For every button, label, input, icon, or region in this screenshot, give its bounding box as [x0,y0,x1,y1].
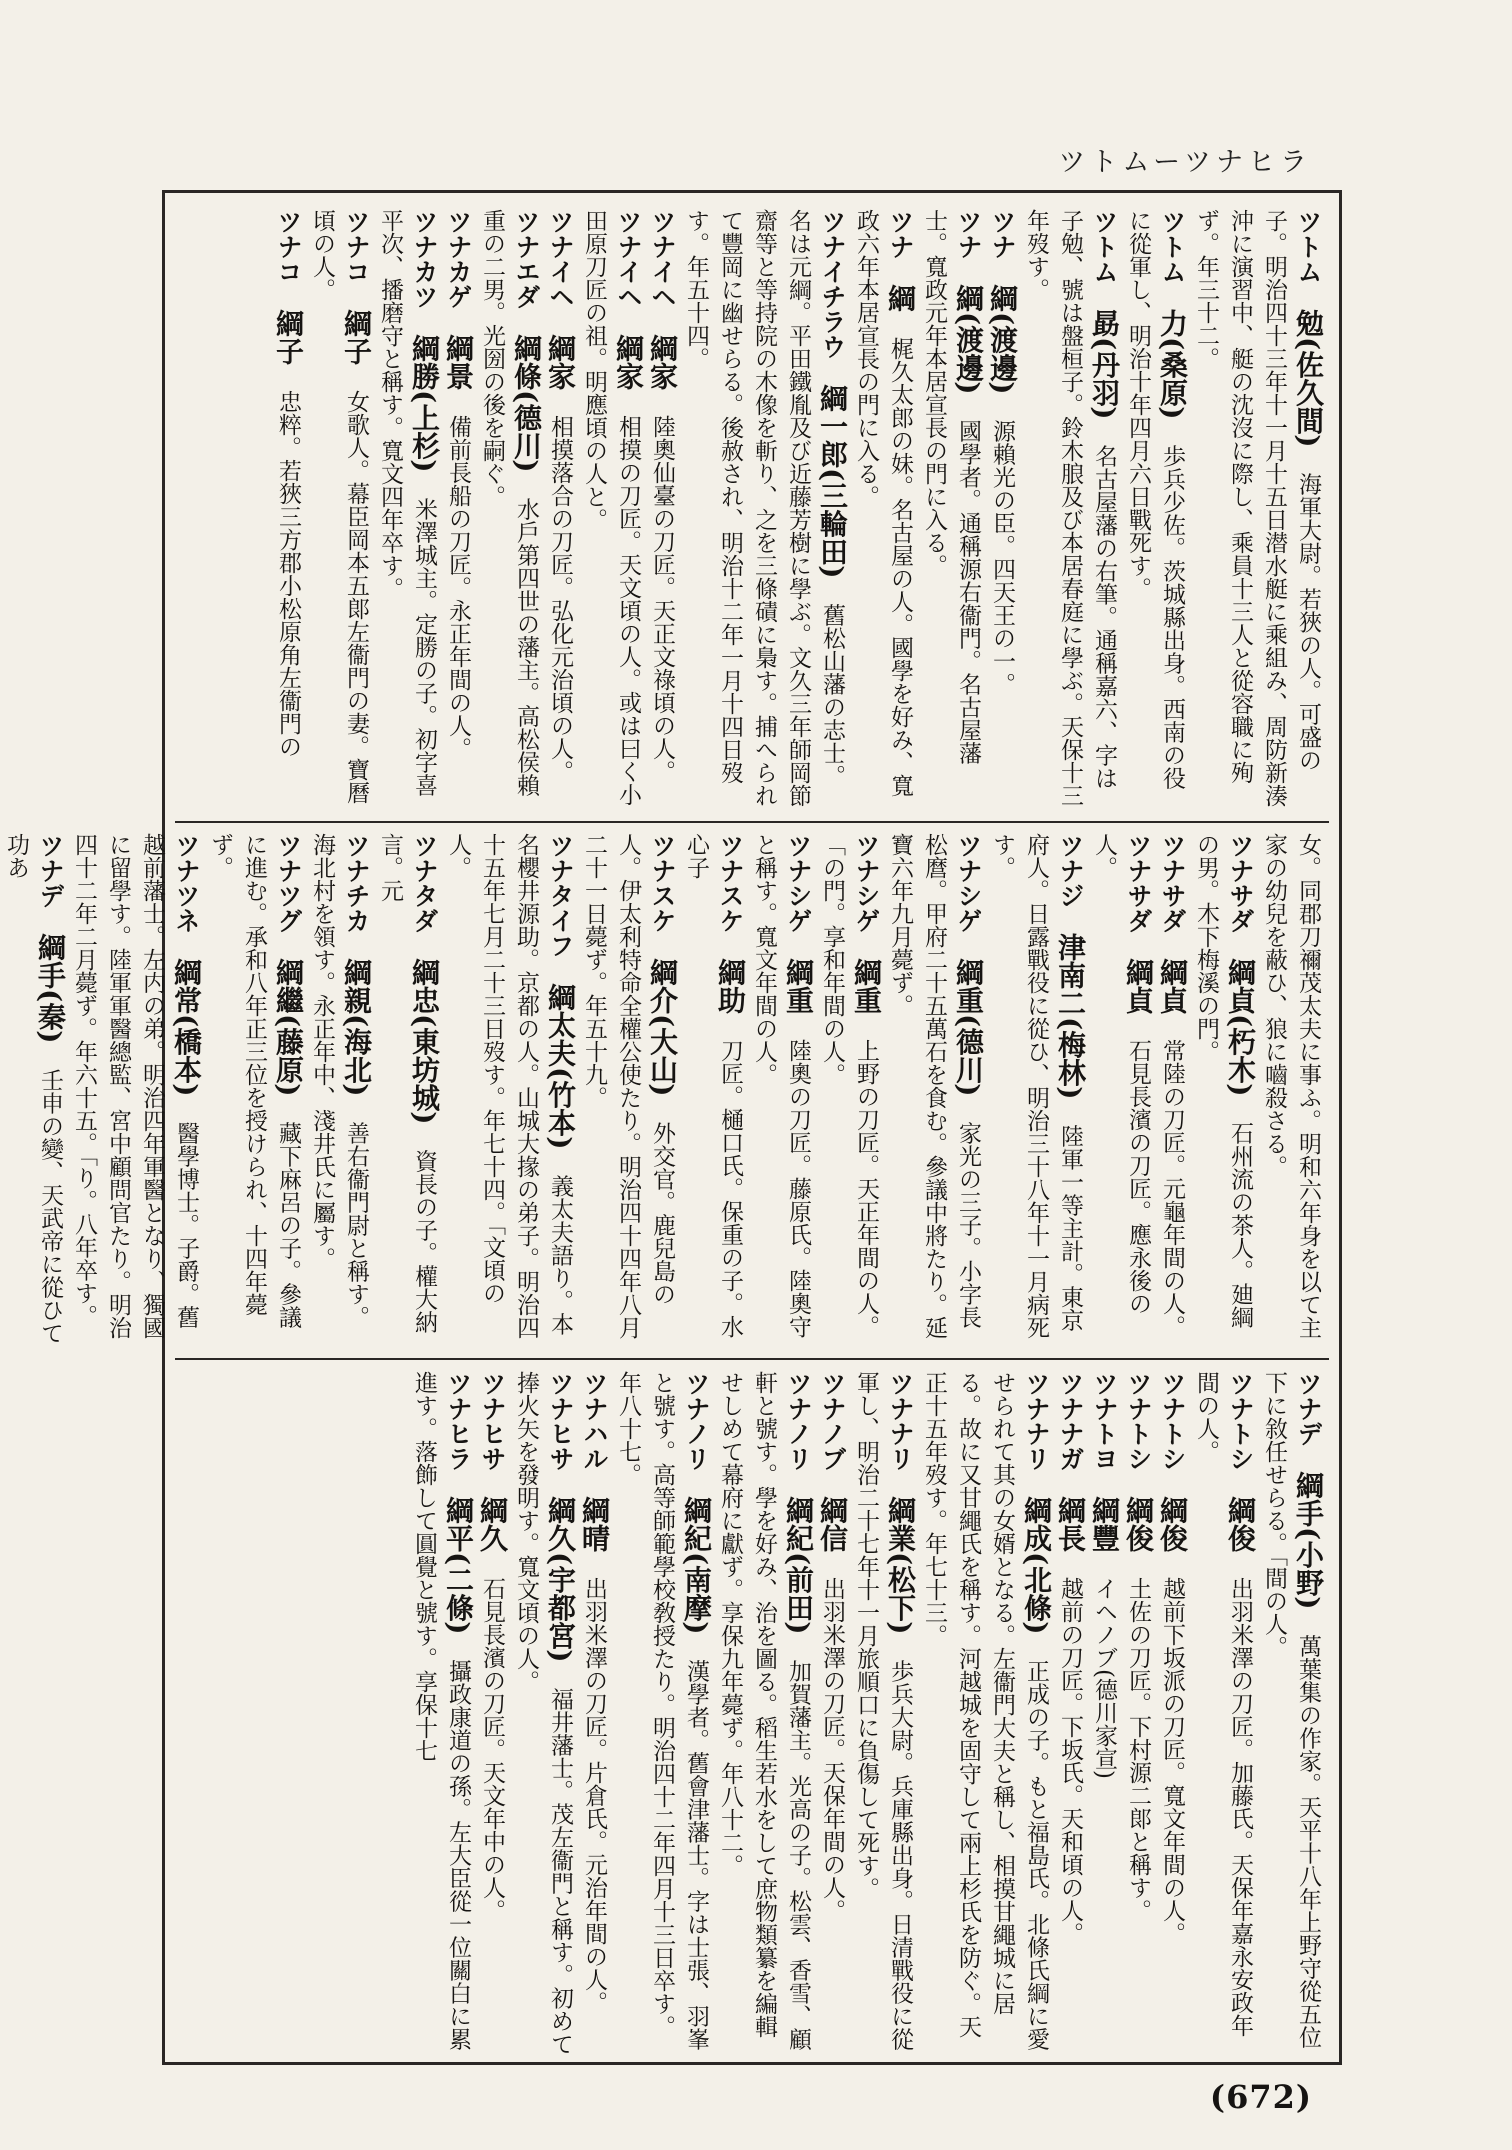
entry-reading: ツナカツ [410,209,439,309]
entry-name: 綱太夫(竹本) [544,983,577,1150]
entry-reading: ツナサダ [1158,833,1187,933]
entry-description: 善右衞門尉と稱す。海北村を領す。永正年中、淺井氏に屬す。 [309,833,369,1329]
dictionary-entry [475,1371,509,2056]
dictionary-entry [815,833,883,1345]
entry-name: 綱業(松下) [884,1496,917,1635]
entry-name: 綱貞 [1156,958,1189,1014]
entry-description: 相摸落合の刀匠。弘化元治頃の人。 [547,415,573,783]
entry-reading: ツナスケ [648,833,677,933]
dictionary-entry [1189,209,1325,809]
entry-description: 越前の刀匠。下坂氏。天和頃の人。 [1057,1577,1083,1945]
entry-description: 忠粹。若狹三方郡小松原角左衞門の [275,390,301,758]
entry-reading: ツナイヘ [648,209,677,309]
entry-reading: ツナツネ [172,833,201,933]
dictionary-entry [1257,833,1325,1345]
entry-name: 綱親(海北) [340,958,373,1097]
dictionary-entry [815,1371,849,2056]
entry-reading: ツナ [886,209,915,259]
entry-description: 萬葉集の作家。天平十八年上野守從五位下に敘任せらる。「間の人。 [1261,1371,1321,2049]
dictionary-entry [441,209,475,809]
dictionary-entry [1189,833,1257,1345]
entry-reading: ツナシゲ [784,833,813,933]
entry-name: 綱俊 [1122,1496,1155,1552]
section-divider [175,1358,1329,1360]
entry-reading: ツナカゲ [444,209,473,309]
entry-reading: ツナヒサ [546,1371,575,1471]
entry-name: 綱家 [612,334,645,390]
entry-name: 勗(丹羽) [1088,309,1121,420]
entry-name: 綱晴 [578,1496,611,1552]
entry-reading: ツナ [954,209,983,259]
entry-reading: ツナトシ [1226,1371,1255,1471]
entry-name: 綱條(德川) [510,334,543,473]
entry-reading: ツナデ [36,833,65,908]
entry-name: 綱信 [816,1496,849,1552]
entry-reading: ツナコ [342,209,371,284]
entry-reading: ツナハル [580,1371,609,1471]
entry-description: 越前下坂派の刀匠。寬文年間の人。 [1159,1577,1185,1945]
entry-name: 綱俊 [1224,1496,1257,1552]
entry-description: 陸奧仙臺の刀匠。天正文祿頃の人。 [649,415,675,783]
entry-reading: ツナスケ [716,833,745,933]
dictionary-entry [1087,1371,1121,2056]
entry-description: 刀匠。樋口氏。保重の子。水心子 [683,833,743,1338]
entry-description: 水戶第四世の藩主。高松侯賴重の二男。光圀の後を嗣ぐ。 [479,209,539,797]
entry-name: 綱子 [272,309,305,365]
entry-description: 出羽米澤の刀匠。加藤氏。天保年嘉永安政年間の人。 [1193,1371,1253,2037]
dictionary-entry [475,209,543,809]
entry-description: 壬申の變、天武帝に從ひて功あ [3,833,63,1345]
dictionary-entry [305,209,373,809]
entry-description: 義太夫語り。本名櫻井源助。京都の人。山城大掾の弟子。明治四十五年七月二十三日歿す。年七十四。「文頃の人。 [445,833,573,1339]
entry-reading: ツナノリ [682,1371,711,1471]
dictionary-entry [645,209,679,809]
entry-description: 石見長濱の刀匠。天文年中の人。 [479,1577,505,1922]
entry-description: 正成の子。もと福島氏。北條氏綱に愛せられて其の女婿となる。左衞門大夫と稱し、相摸甘繩城に居る。故に又甘繩氏を稱す。河越城を固守して兩上杉氏を防ぐ。天正十五年歿す。年七十三。 [921,1371,1049,2051]
entry-description: 女。同郡刀禰茂太夫に事ふ。明和六年身を以て主家の幼兒を蔽ひ、狼に嚙殺さる。 [1261,833,1321,1339]
entry-description: 海軍大尉。若狹の人。可盛の子。明治四十三年十一月十五日潜水艇に乘組み、周防新湊沖に演習中、艇の沈沒に際し、乘員十三人と從容職に殉ず。年三十二。 [1193,209,1321,807]
entry-reading: ツナナガ [1056,1371,1085,1471]
dictionary-entry [373,833,441,1345]
dictionary-entry [1257,1371,1325,2056]
entry-description: 常陸の刀匠。元龜年間の人。 [1159,1039,1185,1338]
entry-name: 津南二(梅林) [1054,933,1087,1100]
entry-name: 綱(渡邊) [986,284,1019,395]
dictionary-entry [1155,833,1189,1345]
entry-name: 綱手(小野) [1292,1471,1325,1610]
entry-name: 綱家 [646,334,679,390]
entry-reading: ツナタダ [410,833,439,933]
entry-description: 名古屋藩の右筆。通稱嘉六、字は子勉、號は盤桓子。鈴木朖及び本居春庭に學ぶ。天保十三年歿す。 [1023,209,1117,807]
entry-name: 綱家 [544,334,577,390]
entry-description: 資長の子。權大納言。元 [377,833,437,1334]
middle-section [3,833,1325,1345]
entry-reading: ツナトヨ [1090,1371,1119,1471]
entry-name: 綱忠(東坊城) [408,958,441,1125]
dictionary-entry [305,833,373,1345]
entry-description: 攝政康道の孫。左大臣從一位關白に累進す。落飾して圓覺と號す。享保十七 [411,1371,471,2051]
entry-name: 綱紀(南摩) [680,1496,713,1635]
entry-reading: ツナナリ [1022,1371,1051,1471]
dictionary-entry [849,1371,917,2056]
entry-description: 石州流の茶人。廸綱の男。木下梅溪の門。 [1193,833,1253,1329]
section-divider [175,821,1329,823]
entry-name: 綱俊 [1156,1496,1189,1552]
entry-reading: ツナイヘ [614,209,643,309]
entry-reading: ツトム [1090,209,1119,284]
dictionary-entry [713,1371,815,2056]
entry-reading: ツナトシ [1158,1371,1187,1471]
entry-reading: ツナ [988,209,1017,259]
entry-name: 綱重(德川) [952,958,985,1097]
dictionary-entry [917,1371,1053,2056]
dictionary-entry [203,833,305,1345]
entry-reading: ツナサダ [1226,833,1255,933]
entry-description: 出羽米澤の刀匠。天保年間の人。 [819,1577,845,1922]
entry-name: 綱手(秦) [34,933,67,1044]
entry-description: 土佐の刀匠。下村源二郞と稱す。 [1125,1577,1151,1922]
entry-name: 綱貞 [1122,958,1155,1014]
entry-reading: ツナヒラ [444,1371,473,1471]
dictionary-entry [985,209,1019,809]
page-number: (672) [1209,2078,1312,2116]
entry-description: 外交官。鹿兒島の人。伊太利特命全權公使たり。明治四十四年八月二十一日薨ず。年五十九。 [581,833,675,1339]
lower-section [179,1371,1325,2056]
entry-name: 力(桑原) [1156,309,1189,420]
entry-description: 國學者。通稱源右衞門。名古屋藩士。寬政元年本居宣長の門に入る。 [921,209,981,765]
entry-name: 綱成(北條) [1020,1496,1053,1635]
entry-name: 綱長 [1054,1496,1087,1552]
entry-reading: ツトム [1158,209,1187,284]
entry-name: 綱平(二條) [442,1496,475,1635]
entry-description: 歩兵大尉。兵庫縣出身。日清戰役に從軍し、明治二十七年十一月旅順口に負傷して死す。 [853,1371,913,2051]
entry-name: 綱重 [782,958,815,1014]
entry-description: 石見長濱の刀匠。應永後の人。 [1091,833,1151,1315]
entry-name: 綱常(橋本) [170,958,203,1097]
entry-name: 綱助 [714,958,747,1014]
entry-name: 綱久(宇都宮) [544,1496,577,1663]
dictionary-entry [883,833,985,1345]
entry-reading: ツトム [1294,209,1323,284]
dictionary-entry [679,209,849,809]
entry-description: 米澤城主。定勝の子。初字喜平次、播磨守と稱す。寬文四年卒す。 [377,209,437,797]
entry-description: 女歌人。幕臣岡本五郞左衞門の妻。寶曆頃の人。 [309,209,369,804]
entry-name: 勉(佐久間) [1292,309,1325,448]
dictionary-entry [373,209,441,809]
dictionary-entry [509,1371,577,2056]
entry-description: 漢學者。舊會津藩士。字は士張、羽峯と號す。高等師範學校敎授たり。明治四十二年四月十三日卒す。年八十七。 [615,1371,709,2051]
entry-description: 福井藩士。茂左衞門と稱す。初めて捧火矢を發明す。寬文頃の人。 [513,1371,573,2056]
dictionary-entry [849,209,917,809]
entry-reading: ツナトシ [1124,1371,1153,1471]
entry-description: 上野の刀匠。天正年間の人。「の門。享和年間の人。 [819,833,879,1338]
entry-reading: ツナナリ [886,1371,915,1471]
dictionary-entry [917,209,985,809]
dictionary-entry [0,833,67,1345]
entry-name: 綱紀(前田) [782,1496,815,1635]
entry-name: 綱貞(朽木) [1224,958,1257,1097]
entry-description: 出羽米澤の刀匠。片倉氏。元治年間の人。 [581,1577,607,2014]
dictionary-entry [1019,209,1121,809]
dictionary-entry [441,833,577,1345]
entry-reading: ツナシゲ [954,833,983,933]
entry-reading: ツナツグ [274,833,303,933]
entry-name: 綱介(大山) [646,958,679,1097]
dictionary-entry [1121,1371,1155,2056]
dictionary-entry [985,833,1087,1345]
entry-reading: ツナチカ [342,833,371,933]
dictionary-entry [271,209,305,809]
page-frame [3,190,1342,2065]
dictionary-entry [1189,1371,1257,2056]
dictionary-entry [577,209,645,809]
entry-name: 綱 [884,284,917,312]
entry-description: 備前長船の刀匠。永正年間の人。 [445,415,471,760]
entry-description: 源賴光の臣。四天王の一。 [989,419,1015,696]
entry-name: 綱景 [442,334,475,390]
entry-description: 梶久太郎の妹。名古屋の人。國學を好み、寬政六年本居宣長の門に入る。 [853,209,913,797]
entry-reading: ツナジ [1056,833,1085,908]
dictionary-entry [1121,209,1189,809]
entry-name: 綱久 [476,1496,509,1552]
entry-reading: ツナノリ [784,1371,813,1471]
entry-name: 綱勝(上杉) [408,334,441,473]
entry-reading: ツナノブ [818,1371,847,1471]
entry-description: 舊松山藩の志士。名は元綱。平田鐵胤及び近藤芳樹に學ぶ。文久三年師岡節齋等と等持院の木像を斬り、之を三條磧に梟す。捕へられて豐岡に幽せらる。後赦され、明治十二年一月十四日歿す。年五十四。 [683,209,845,807]
entry-description: 藏下麻呂の子。參議に進む。承和八年正三位を授けられ、十四年薨ず。 [207,833,301,1329]
entry-reading: ツナタイフ [546,833,575,958]
entry-description: 加賀藩主。光高の子。松雲、香雪、顧軒と號す。學を好み、治を圖る。稻生若水をして庶物類纂を編輯せしめて幕府に獻ず。享保九年薨ず。年八十二。 [717,1371,811,2051]
dictionary-entry [67,833,203,1345]
entry-reading: ツナイヘ [546,209,575,309]
dictionary-entry [543,209,577,809]
dictionary-entry [407,1371,475,2056]
entry-description: 醫學博士。子爵。舊越前藩士。左内の弟。明治四年軍醫となり、獨國に留學す。陸軍軍醫總監、宮中顧問官たり。明治四十二年二月薨ず。年六十五。「り。八年卒す。 [71,833,199,1339]
dictionary-entry [577,1371,611,2056]
entry-name: 綱一郎(三輪田) [816,384,849,579]
entry-description: イヘノブ(德川家宣) [1091,1577,1117,1779]
dictionary-entry [1053,1371,1087,2056]
running-head: ツトムーツナヒラ [1058,147,1312,178]
entry-reading: ツナサダ [1124,833,1153,933]
entry-reading: ツナエダ [512,209,541,309]
entry-name: 綱(渡邊) [952,284,985,395]
upper-section [179,209,1325,809]
entry-description: 陸軍一等主計。東京府人。日露戰役に從ひ、明治三十八年十一月病死す。 [989,833,1083,1339]
entry-name: 綱豐 [1088,1496,1121,1552]
entry-description: 家光の三子。小字長松麿。甲府二十五萬石を食む。參議中將たり。延寶六年九月薨ず。 [887,833,981,1339]
entry-reading: ツナシゲ [852,833,881,933]
entry-name: 綱重 [850,958,883,1014]
entry-reading: ツナデ [1294,1371,1323,1446]
entry-reading: ツナヒサ [478,1371,507,1471]
dictionary-entry [1155,1371,1189,2056]
entry-reading: ツナイチラウ [818,209,847,359]
entry-name: 綱子 [340,309,373,365]
dictionary-entry [611,1371,713,2056]
dictionary-entry [577,833,679,1345]
entry-description: 陸奧の刀匠。藤原氏。陸奧守と稱す。寬文年間の人。 [751,833,811,1338]
entry-reading: ツナコ [274,209,303,284]
dictionary-entry [747,833,815,1345]
dictionary-entry [679,833,747,1345]
entry-description: 歩兵少佐。茨城縣出身。西南の役に從軍し、明治十年四月六日戰死す。 [1125,209,1185,790]
dictionary-entry [1087,833,1155,1345]
entry-name: 綱繼(藤原) [272,958,305,1097]
entry-description: 相摸の刀匠。天文頃の人。或は曰く小田原刀匠の祖。明應頃の人と。 [581,209,641,806]
